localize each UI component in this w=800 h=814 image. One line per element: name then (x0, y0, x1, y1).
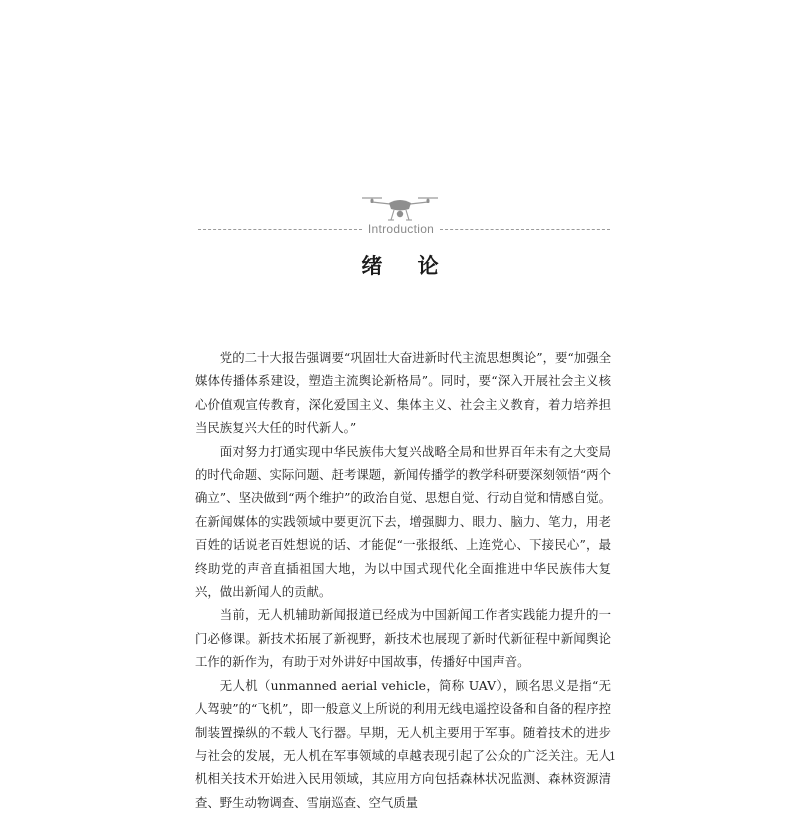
paragraph: 党的二十大报告强调要“巩固壮大奋进新时代主流思想舆论”，要“加强全媒体传播体系建设，塑造主流舆论新格局”。同时，要“深入开展社会主义核心价值观宣传教育，深化爱国主义、集体主义、社会主义教育，着力培养担当民族复兴大任的时代新人。” (195, 350, 611, 436)
page-number: 1 (609, 750, 616, 763)
introduction-label: Introduction (367, 222, 435, 236)
intro-divider-right (440, 229, 610, 230)
paragraph: 当前，无人机辅助新闻报道已经成为中国新闻工作者实践能力提升的一门必修课。新技术拓展了新视野，新技术也展现了新时代新征程中新闻舆论工作的新作为，有助于对外讲好中国故事，传播好中国声音。 (195, 607, 611, 670)
paragraph: 无人机（unmanned aerial vehicle，简称 UAV），顾名思义是指“无人驾驶”的“飞机”，即一般意义上所说的利用无线电遥控设备和自备的程序控制装置操纵的不载人飞行器。早期，无人机主要用于军事。随着技术的进步与社会的发展，无人机在军事领域的卓越表现引起了公众的广泛关注。无人机相关技术开始进入民用领域，其应用方向包括森林状况监测、森林资源清查、野生动物调查、雪崩巡查、空气质量 (195, 677, 611, 810)
intro-divider-left (198, 229, 362, 230)
paragraph: 面对努力打通实现中华民族伟大复兴战略全局和世界百年未有之大变局的时代命题、实际问题、赶考课题，新闻传播学的教学科研要深刻领悟“两个确立”、坚决做到“两个维护”的政治自觉、思想自觉、行动自觉和情感自觉。在新闻媒体的实践领域中要更沉下去，增强脚力、眼力、脑力、笔力，用老百姓的话说老百姓想说的话、才能促“一张报纸、上连党心、下接民心”，最终助党的声音直插祖国大地，为以中国式现代化全面推进中华民族伟大复兴，做出新闻人的贡献。 (195, 443, 611, 600)
chapter-title: 绪 论 (361, 254, 453, 278)
body-text (195, 346, 611, 814)
